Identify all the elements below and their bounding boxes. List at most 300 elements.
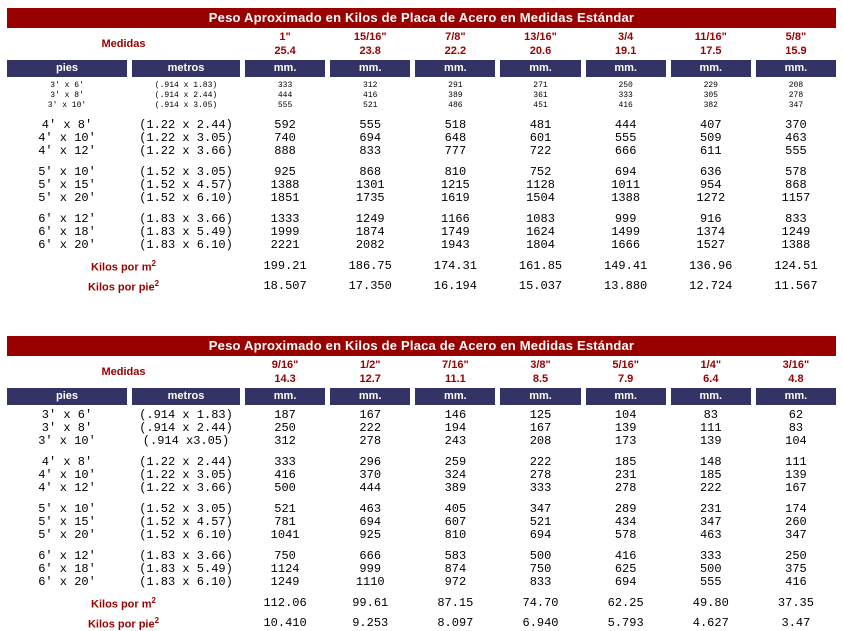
weight-value: 278	[529, 469, 552, 482]
thickness-fraction: 11/16"	[694, 31, 727, 43]
weight-value: 347	[788, 101, 804, 110]
table-row	[7, 145, 836, 158]
table-row	[7, 576, 836, 589]
thickness-header	[671, 356, 751, 388]
weight-value: 888	[274, 145, 296, 158]
table-row	[7, 192, 836, 205]
weight-value: 1301	[355, 179, 385, 192]
weight-value: 229	[703, 81, 718, 90]
row-spacer	[7, 542, 836, 550]
weight-value: 1735	[355, 192, 385, 205]
weight-value: 518	[444, 119, 467, 132]
weight-value: 521	[363, 101, 378, 110]
thickness-fraction: 3/8"	[530, 359, 551, 371]
weight-table-section-1	[0, 0, 843, 294]
mm-column-header: mm.	[671, 388, 751, 405]
kilos-value: 16.194	[433, 279, 477, 293]
mm-column-header: mm.	[245, 388, 325, 405]
kilos-value: 13.880	[604, 279, 648, 293]
table-title-bar: Peso Aproximado en Kilos de Placa de Acero en Medidas Estándar	[7, 336, 836, 356]
thickness-header	[415, 356, 495, 388]
weight-value: 185	[614, 456, 637, 469]
weight-value: 607	[444, 516, 467, 529]
thickness-mm: 20.6	[529, 45, 552, 57]
metros-cell: (.914 x 1.83)	[154, 81, 218, 90]
mm-column-header: mm.	[330, 388, 410, 405]
thickness-mm: 19.1	[614, 45, 637, 57]
weight-value: 139	[699, 435, 722, 448]
weight-value: 1128	[526, 179, 555, 192]
thickness-fraction: 1"	[279, 31, 291, 43]
spacer-cell	[7, 205, 836, 213]
weight-value: 444	[277, 91, 293, 100]
weight-value: 578	[785, 166, 807, 179]
thickness-fraction: 1/2"	[359, 359, 381, 371]
spacer-cell	[7, 158, 836, 166]
weight-value: 810	[444, 529, 467, 542]
pies-cell: 3' x 10'	[47, 101, 87, 110]
weight-value: 740	[274, 132, 296, 145]
pies-cell: 6' x 18'	[38, 563, 96, 576]
pies-cell: 6' x 20'	[38, 576, 96, 589]
thickness-fraction: 15/16"	[353, 31, 387, 43]
weight-value: 1249	[355, 213, 385, 226]
pies-cell: 5' x 10'	[38, 503, 96, 516]
kilos-value: 37.35	[777, 596, 814, 610]
medidas-row	[7, 28, 836, 60]
kilos-value: 9.253	[352, 616, 389, 630]
weight-value: 752	[529, 166, 552, 179]
metros-cell: (.914 x 3.05)	[154, 101, 218, 110]
weight-value: 1388	[781, 239, 811, 252]
weight-value: 333	[274, 456, 296, 469]
thickness-mm: 7.9	[618, 373, 634, 385]
thickness-header	[415, 28, 495, 60]
weight-value: 312	[274, 435, 296, 448]
thickness-mm: 4.8	[788, 373, 804, 385]
weight-value: 1504	[526, 192, 555, 205]
weight-value: 1749	[440, 226, 470, 239]
thickness-header	[245, 356, 325, 388]
thickness-header	[586, 356, 666, 388]
kilos-value: 87.15	[437, 596, 474, 610]
weight-value: 1166	[440, 213, 470, 226]
weight-value: 463	[359, 503, 382, 516]
kilos-value: 5.793	[607, 616, 644, 630]
weight-value: 333	[618, 91, 633, 100]
table-row	[7, 91, 836, 101]
pies-cell: 5' x 20'	[38, 529, 96, 542]
column-header-row	[7, 388, 836, 405]
weight-value: 555	[277, 101, 293, 110]
thickness-header	[756, 356, 836, 388]
thickness-fraction: 3/16"	[782, 359, 810, 371]
mm-column-header: mm.	[245, 60, 325, 77]
pies-cell: 3' x 6'	[41, 409, 93, 422]
pies-cell: 3' x 6'	[50, 81, 84, 90]
kilos-value: 74.70	[522, 596, 559, 610]
table-row	[7, 529, 836, 542]
weight-value: 925	[274, 166, 296, 179]
weight-value: 1499	[611, 226, 641, 239]
weight-value: 874	[444, 563, 467, 576]
weight-value: 750	[529, 563, 552, 576]
weight-value: 231	[699, 503, 722, 516]
thickness-mm: 15.9	[785, 45, 807, 57]
kilos-value: 99.61	[352, 596, 389, 610]
weight-value: 259	[444, 456, 467, 469]
kilos-row-m2	[7, 258, 836, 274]
weight-value: 625	[614, 563, 637, 576]
weight-value: 999	[614, 213, 637, 226]
weight-value: 111	[699, 422, 722, 435]
weight-value: 104	[614, 409, 637, 422]
kilos-value: 174.31	[433, 259, 477, 273]
weight-value: 208	[788, 81, 804, 90]
pies-cell: 5' x 10'	[38, 166, 96, 179]
metros-cell: (1.22 x 3.66)	[139, 145, 233, 158]
kilos-value: 149.41	[604, 259, 648, 273]
weight-value: 463	[699, 529, 722, 542]
kilos-value: 4.627	[692, 616, 729, 630]
weight-value: 555	[359, 119, 382, 132]
mm-column-header: mm.	[415, 60, 495, 77]
weight-value: 444	[614, 119, 637, 132]
weight-value: 1374	[696, 226, 726, 239]
metros-cell: (1.83 x 3.66)	[139, 550, 233, 563]
metros-cell: (1.22 x 3.66)	[139, 482, 233, 495]
pies-cell: 4' x 10'	[38, 469, 96, 482]
pies-cell: 6' x 18'	[38, 226, 96, 239]
table-row	[7, 101, 836, 111]
weight-value: 278	[359, 435, 382, 448]
weight-value: 999	[359, 563, 382, 576]
weight-value: 481	[529, 119, 552, 132]
mm-column-header: mm.	[586, 60, 666, 77]
table-body	[7, 405, 836, 631]
weight-value: 312	[363, 81, 378, 90]
kilos-value: 62.25	[607, 596, 644, 610]
weight-value: 555	[614, 132, 637, 145]
kilos-label: Kilos por pie$^2$	[87, 615, 160, 631]
metros-cell: (1.22 x 3.05)	[139, 132, 233, 145]
weight-value: 167	[529, 422, 552, 435]
metros-cell: (1.22 x 2.44)	[139, 456, 233, 469]
table-row	[7, 550, 836, 563]
weight-value: 416	[785, 576, 807, 589]
metros-cell: (.914 x 1.83)	[139, 409, 233, 422]
kilos-value: 186.75	[348, 259, 392, 273]
weight-value: 636	[699, 166, 722, 179]
weight-value: 375	[785, 563, 807, 576]
spacer-cell	[7, 495, 836, 503]
weight-value: 289	[614, 503, 637, 516]
weight-value: 347	[529, 503, 552, 516]
medidas-label: Medidas	[101, 38, 146, 50]
thickness-fraction: 5/8"	[785, 31, 807, 43]
mm-column-header: mm.	[500, 388, 580, 405]
weight-value: 1333	[270, 213, 300, 226]
weight-value: 916	[699, 213, 722, 226]
table-row	[7, 563, 836, 576]
weight-value: 173	[614, 435, 637, 448]
weight-value: 868	[785, 179, 807, 192]
weight-value: 521	[529, 516, 552, 529]
weight-value: 333	[529, 482, 552, 495]
weight-grid	[2, 28, 841, 294]
weight-value: 416	[618, 101, 633, 110]
weight-value: 648	[444, 132, 467, 145]
weight-value: 555	[785, 145, 807, 158]
kilos-value: 10.410	[263, 616, 307, 630]
weight-value: 1804	[526, 239, 555, 252]
weight-table-section-2	[0, 336, 843, 631]
thickness-fraction: 1/4"	[700, 359, 722, 371]
weight-value: 83	[703, 409, 718, 422]
metros-cell: (1.52 x 6.10)	[139, 529, 233, 542]
thickness-fraction: 7/16"	[442, 359, 469, 371]
weight-value: 833	[359, 145, 382, 158]
medidas-row	[7, 356, 836, 388]
pies-cell: 6' x 12'	[38, 213, 96, 226]
thickness-mm: 17.5	[700, 45, 722, 57]
mm-column-header: mm.	[586, 388, 666, 405]
thickness-mm: 12.7	[359, 373, 381, 385]
weight-value: 222	[359, 422, 382, 435]
pies-cell: 4' x 12'	[38, 145, 96, 158]
weight-value: 611	[699, 145, 722, 158]
weight-value: 444	[359, 482, 382, 495]
weight-value: 208	[529, 435, 552, 448]
weight-value: 407	[699, 119, 722, 132]
metros-cell: (1.83 x 6.10)	[139, 576, 233, 589]
metros-cell: (1.22 x 2.44)	[139, 119, 233, 132]
weight-value: 810	[444, 166, 467, 179]
weight-value: 1083	[526, 213, 555, 226]
weight-value: 1388	[270, 179, 300, 192]
kilos-row-m2	[7, 595, 836, 611]
row-spacer	[7, 205, 836, 213]
kilos-value: 136.96	[689, 259, 733, 273]
superscript-2: 2	[151, 258, 156, 268]
weight-value: 370	[359, 469, 382, 482]
pies-cell: 6' x 20'	[38, 239, 96, 252]
weight-value: 104	[785, 435, 807, 448]
table-row	[7, 435, 836, 448]
weight-value: 125	[529, 409, 552, 422]
table-row	[7, 516, 836, 529]
metros-column-header: metros	[132, 60, 240, 77]
weight-value: 1041	[270, 529, 300, 542]
weight-value: 278	[614, 482, 637, 495]
metros-cell: (1.83 x 3.66)	[139, 213, 233, 226]
thickness-mm: 6.4	[703, 373, 719, 385]
thickness-header	[586, 28, 666, 60]
table-title-bar: Peso Aproximado en Kilos de Placa de Acero en Medidas Estándar	[7, 8, 836, 28]
weight-value: 666	[359, 550, 382, 563]
weight-value: 389	[448, 91, 463, 100]
kilos-value: 18.507	[263, 279, 307, 293]
kilos-value: 11.567	[774, 279, 818, 293]
weight-value: 868	[359, 166, 382, 179]
thickness-mm: 8.5	[532, 373, 549, 385]
kilos-value: 49.80	[692, 596, 729, 610]
weight-value: 2221	[270, 239, 300, 252]
pies-column-header: pies	[7, 60, 127, 77]
metros-cell: (.914 x 2.44)	[139, 422, 233, 435]
weight-value: 1249	[781, 226, 811, 239]
weight-value: 694	[529, 529, 552, 542]
spacer-cell	[7, 111, 836, 119]
weight-value: 416	[363, 91, 378, 100]
table-row	[7, 226, 836, 239]
weight-value: 296	[359, 456, 382, 469]
kilos-label: Kilos por pie$^2$	[87, 278, 160, 294]
weight-value: 250	[785, 550, 807, 563]
weight-value: 405	[444, 503, 467, 516]
metros-cell: (1.83 x 5.49)	[139, 226, 233, 239]
weight-value: 260	[785, 516, 807, 529]
weight-value: 271	[533, 81, 548, 90]
kilos-row-pie2	[7, 615, 836, 631]
superscript-2: 2	[154, 615, 160, 625]
pies-cell: 3' x 10'	[38, 435, 96, 448]
pies-cell: 5' x 20'	[38, 192, 96, 205]
mm-column-header: mm.	[756, 388, 836, 405]
weight-value: 416	[614, 550, 637, 563]
weight-value: 781	[274, 516, 296, 529]
weight-value: 1272	[696, 192, 726, 205]
row-spacer	[7, 448, 836, 456]
metros-cell: (1.22 x 3.05)	[139, 469, 233, 482]
kilos-value: 12.724	[689, 279, 733, 293]
weight-value: 291	[448, 81, 463, 90]
weight-value: 583	[444, 550, 467, 563]
weight-value: 222	[529, 456, 552, 469]
weight-value: 592	[274, 119, 296, 132]
weight-value: 243	[444, 435, 467, 448]
kilos-label: Kilos por $m^2$	[91, 595, 156, 611]
weight-value: 1110	[355, 576, 385, 589]
thickness-mm: 11.1	[444, 373, 466, 385]
weight-value: 347	[699, 516, 722, 529]
superscript-2: 2	[151, 595, 156, 605]
mm-column-header: mm.	[756, 60, 836, 77]
weight-value: 333	[277, 81, 293, 90]
weight-value: 2082	[355, 239, 385, 252]
thickness-mm: 14.3	[274, 373, 296, 385]
pies-cell: 5' x 15'	[38, 179, 96, 192]
weight-value: 382	[703, 101, 718, 110]
table-row	[7, 179, 836, 192]
weight-value: 694	[614, 166, 637, 179]
table-row	[7, 81, 836, 91]
kilos-value: 124.51	[774, 259, 818, 273]
weight-value: 1619	[440, 192, 470, 205]
table-row	[7, 409, 836, 422]
column-header-row	[7, 60, 836, 77]
mm-column-header: mm.	[330, 60, 410, 77]
table-row	[7, 456, 836, 469]
weight-value: 333	[699, 550, 722, 563]
kilos-value: 112.06	[263, 596, 307, 610]
thickness-fraction: 13/16"	[524, 31, 557, 43]
weight-value: 146	[444, 409, 467, 422]
pies-column-header: pies	[7, 388, 127, 405]
weight-value: 148	[699, 456, 722, 469]
thickness-mm: 23.8	[359, 45, 381, 57]
mm-column-header: mm.	[671, 60, 751, 77]
weight-value: 167	[359, 409, 382, 422]
pies-cell: 6' x 12'	[38, 550, 96, 563]
weight-value: 1666	[611, 239, 641, 252]
weight-value: 194	[444, 422, 467, 435]
thickness-header	[500, 28, 580, 60]
weight-value: 347	[785, 529, 807, 542]
weight-value: 750	[274, 550, 296, 563]
weight-value: 722	[529, 145, 552, 158]
table-row	[7, 469, 836, 482]
table-row	[7, 422, 836, 435]
spacer-cell	[7, 542, 836, 550]
weight-value: 361	[533, 91, 548, 100]
superscript-2: 2	[154, 278, 160, 288]
weight-value: 521	[274, 503, 296, 516]
weight-value: 1527	[696, 239, 726, 252]
weight-value: 174	[785, 503, 807, 516]
kilos-label: Kilos por $m^2$	[91, 258, 156, 274]
weight-value: 111	[785, 456, 807, 469]
thickness-header	[330, 356, 410, 388]
kilos-value: 8.097	[437, 616, 474, 630]
row-spacer	[7, 111, 836, 119]
metros-cell: (1.52 x 3.05)	[139, 503, 233, 516]
weight-value: 250	[618, 81, 633, 90]
weight-value: 1851	[270, 192, 300, 205]
weight-value: 1874	[355, 226, 385, 239]
weight-value: 451	[533, 101, 548, 110]
table-row	[7, 239, 836, 252]
kilos-value: 6.940	[522, 616, 559, 630]
thickness-fraction: 5/16"	[612, 359, 639, 371]
thickness-header	[245, 28, 325, 60]
weight-value: 925	[359, 529, 382, 542]
metros-cell: (.914 x 2.44)	[154, 91, 218, 100]
thickness-header	[500, 356, 580, 388]
weight-value: 578	[614, 529, 637, 542]
thickness-header	[330, 28, 410, 60]
weight-value: 1388	[611, 192, 641, 205]
thickness-fraction: 7/8"	[445, 31, 466, 43]
weight-value: 434	[614, 516, 637, 529]
weight-value: 777	[444, 145, 467, 158]
pies-cell: 3' x 8'	[41, 422, 93, 435]
weight-value: 278	[788, 91, 804, 100]
kilos-row-pie2	[7, 278, 836, 294]
weight-value: 1624	[526, 226, 555, 239]
weight-value: 601	[529, 132, 552, 145]
weight-value: 222	[699, 482, 722, 495]
metros-cell: (1.52 x 6.10)	[139, 192, 233, 205]
metros-cell: (1.52 x 3.05)	[139, 166, 233, 179]
pies-cell: 4' x 8'	[41, 456, 93, 469]
table-body	[7, 77, 836, 294]
weight-value: 370	[785, 119, 807, 132]
kilos-value: 161.85	[518, 259, 563, 273]
weight-value: 1157	[781, 192, 811, 205]
weight-value: 833	[785, 213, 807, 226]
weight-value: 1011	[611, 179, 641, 192]
